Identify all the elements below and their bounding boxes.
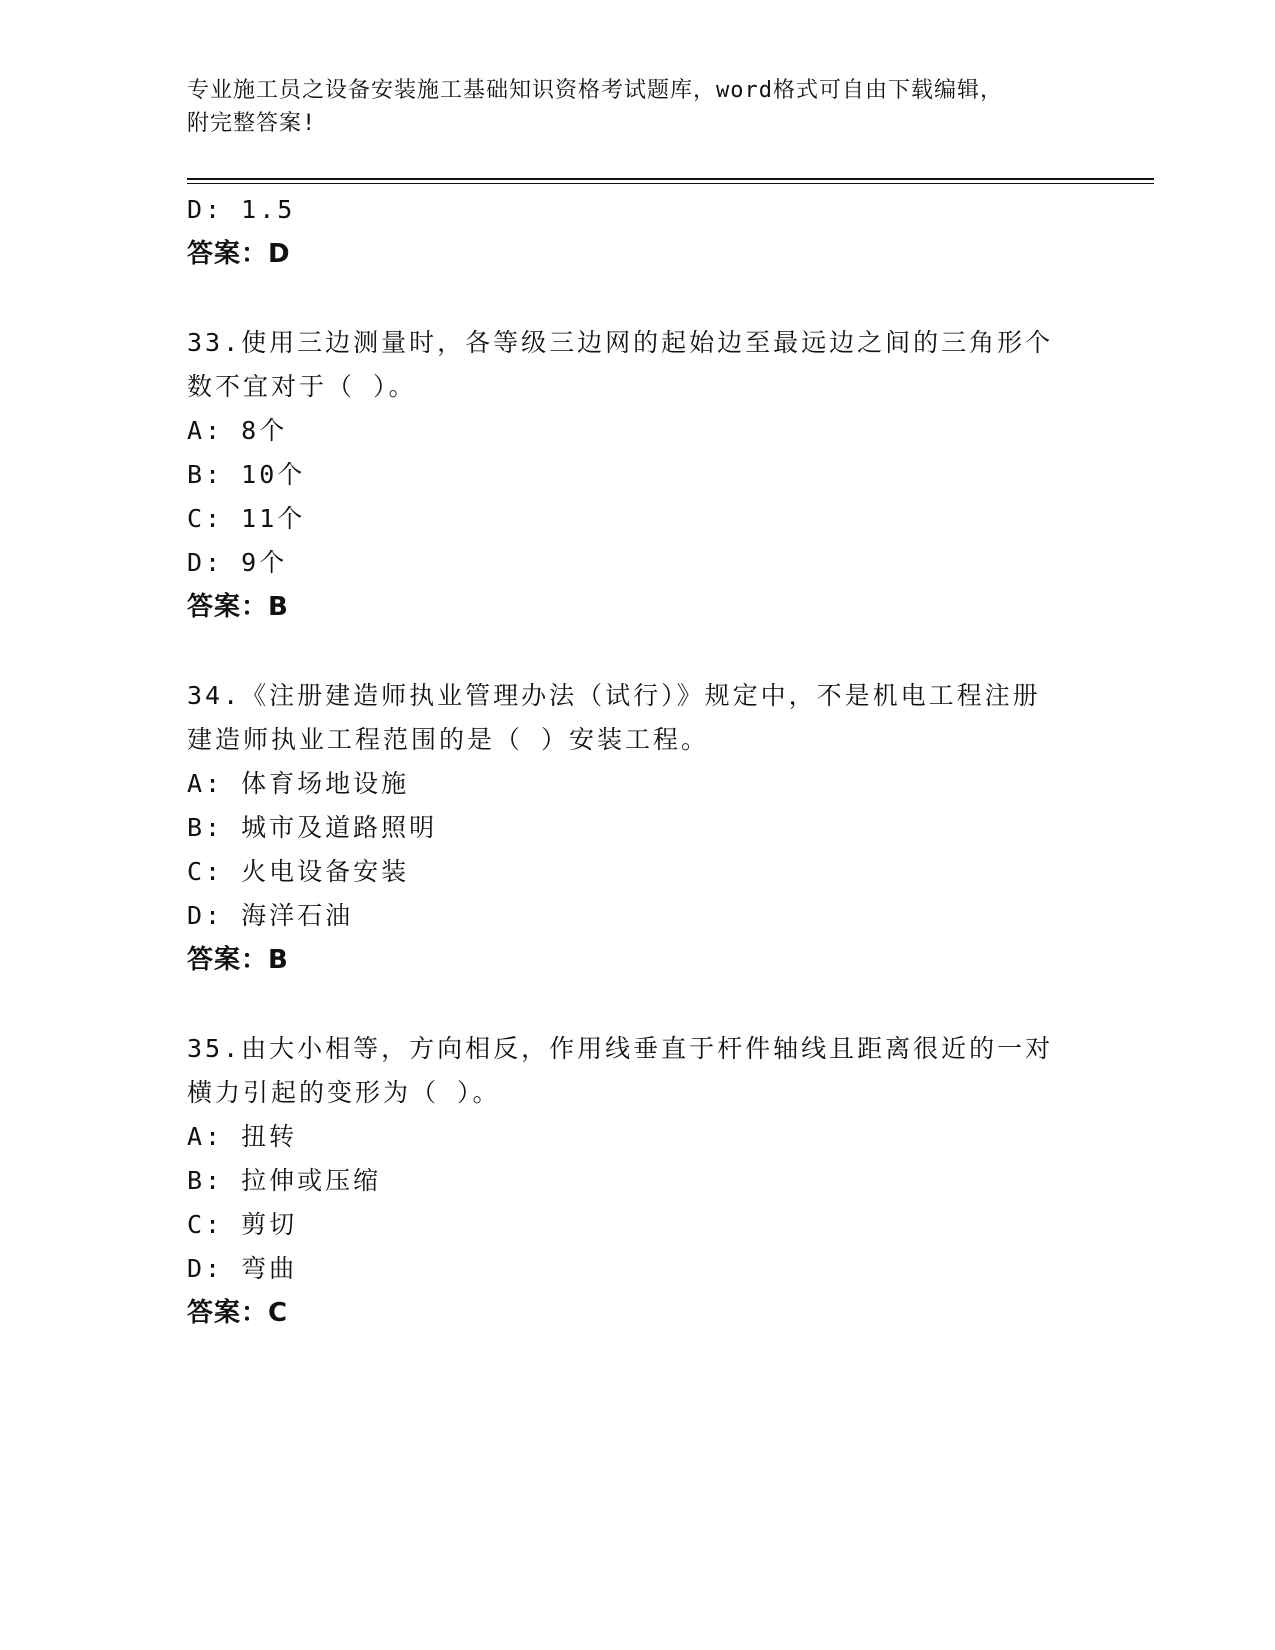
header-line-2: 附完整答案! [187, 111, 317, 136]
answer: 答案：B [187, 945, 289, 975]
answer: 答案：B [187, 592, 289, 622]
option-a: A: 8个 [187, 416, 288, 445]
option-b: B: 城市及道路照明 [187, 813, 438, 842]
document-header [187, 74, 1087, 140]
question-text-line-2: 数不宜对于（ ）。 [187, 372, 417, 401]
answer: 答案：C [187, 1298, 289, 1328]
option-c: C: 11个 [187, 504, 306, 533]
option-d: D: 弯曲 [187, 1254, 298, 1283]
header-line-1: 专业施工员之设备安装施工基础知识资格考试题库，word格式可自由下载编辑， [187, 78, 1003, 103]
carryover-answer: 答案：D [187, 239, 291, 269]
option-b: B: 拉伸或压缩 [187, 1166, 382, 1195]
option-b: B: 10个 [187, 460, 306, 489]
question-text-line-2: 建造师执业工程范围的是（ ）安装工程。 [187, 725, 710, 754]
question-text-line-1: 34.《注册建造师执业管理办法（试行）》规定中，不是机电工程注册 [187, 681, 1041, 710]
question-text-line-1: 35.由大小相等，方向相反，作用线垂直于杆件轴线且距离很近的一对 [187, 1034, 1054, 1063]
option-d: D: 9个 [187, 548, 288, 577]
question-text-line-1: 33.使用三边测量时，各等级三边网的起始边至最远边之间的三角形个 [187, 328, 1054, 357]
question-text-line-2: 横力引起的变形为（ ）。 [187, 1078, 501, 1107]
header-rule-thick [187, 178, 1154, 180]
option-d: D: 海洋石油 [187, 901, 354, 930]
option-c: C: 剪切 [187, 1210, 298, 1239]
option-c: C: 火电设备安装 [187, 857, 410, 886]
carryover-option-d: D: 1.5 [187, 195, 296, 224]
header-rule-thin [187, 183, 1154, 184]
option-a: A: 扭转 [187, 1122, 298, 1151]
option-a: A: 体育场地设施 [187, 769, 410, 798]
